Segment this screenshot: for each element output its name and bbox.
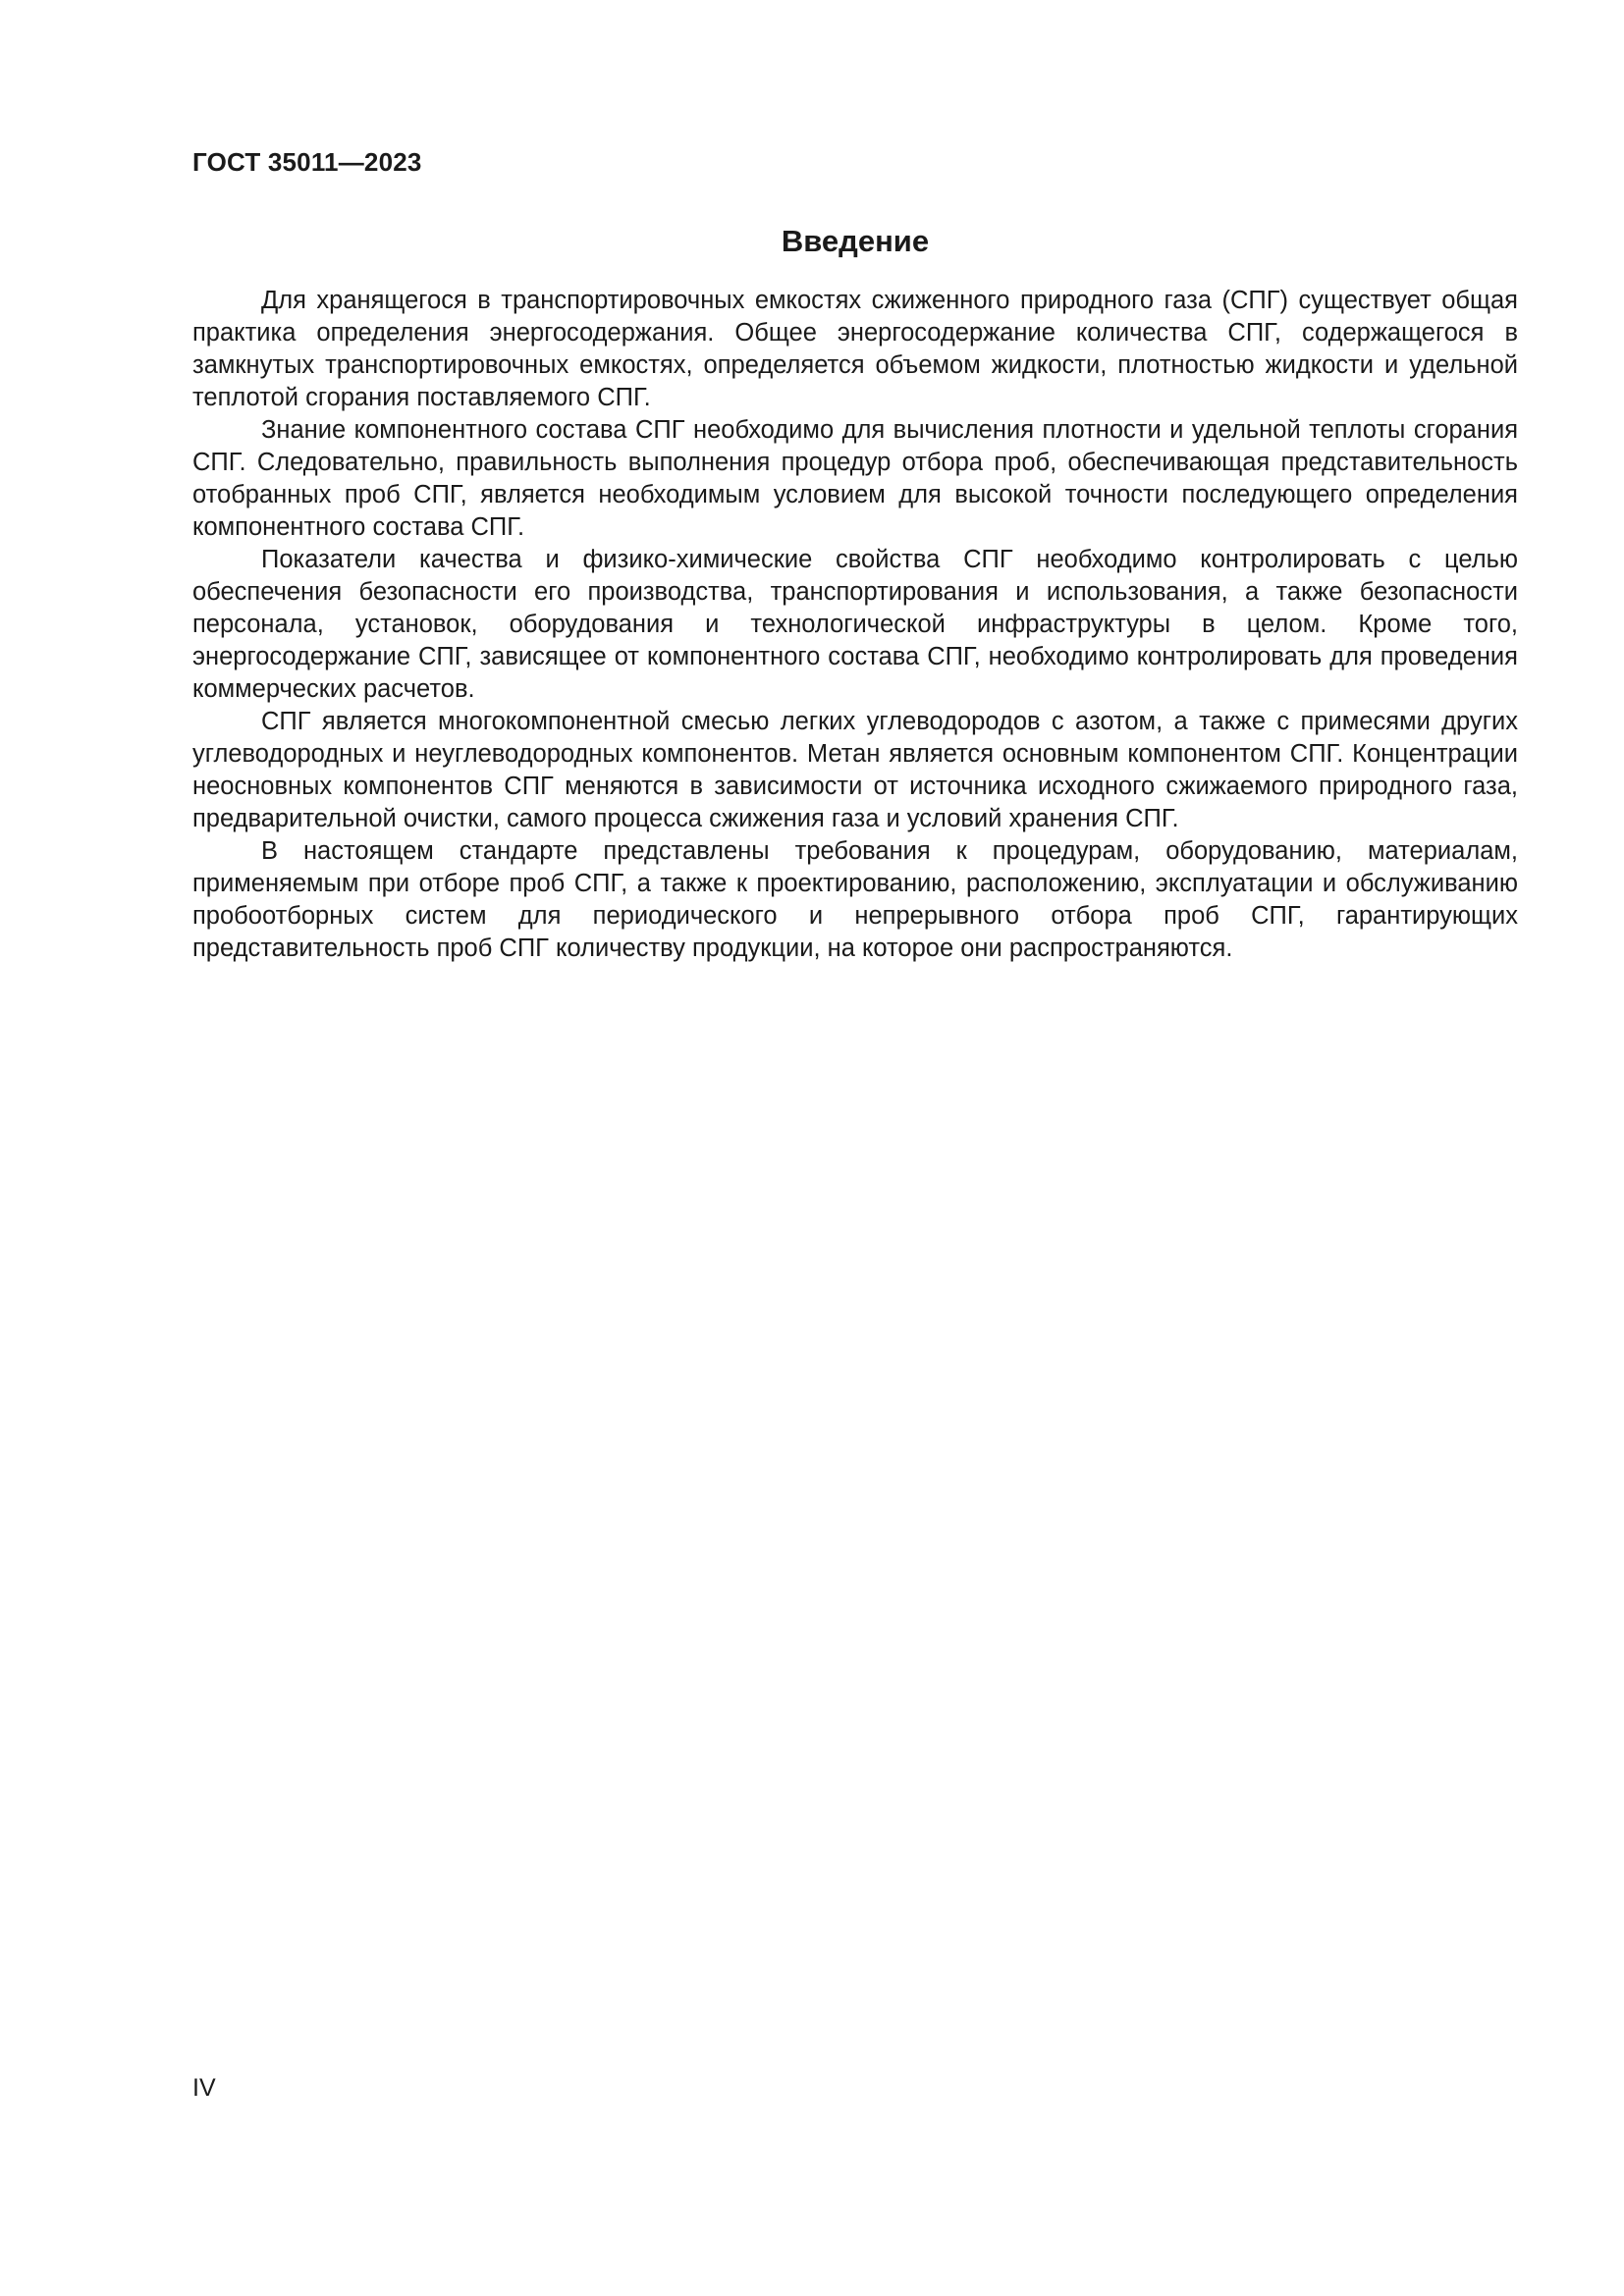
paragraph: СПГ является многокомпонентной смесью легких углеводородов с азотом, а также с примесями других углеводородных и неуглеводородных компонентов. Метан является основным компонентом СПГ. Концентрации неосновных компонентов СПГ меняются в зависимости от источника исходного сжижаемого природного газа, предварительной очистки, самого процесса сжижения газа и условий хранения СПГ. — [192, 708, 1518, 832]
section-title: Введение — [781, 224, 930, 258]
page-number: IV — [192, 2074, 216, 2102]
paragraph: Знание компонентного состава СПГ необходимо для вычисления плотности и удельной теплоты сгорания СПГ. Следовательно, правильность выполнения процедур отбора проб, обеспечивающая представительность отобранных проб СПГ, является необходимым условием для высокой точности последующего определения компонентного состава СПГ. — [192, 416, 1518, 541]
paragraph: В настоящем стандарте представлены требования к процедурам, оборудованию, материалам, применяемым при отборе проб СПГ, а также к проектированию, расположению, эксплуатации и обслуживанию пробоотборных систем для периодического и непрерывного отбора проб СПГ, гарантирующих представительность проб СПГ количеству продукции, на которое они распространяются. — [192, 837, 1518, 962]
paragraph: Для хранящегося в транспортировочных емкостях сжиженного природного газа (СПГ) существует общая практика определения энергосодержания. Общее энергосодержание количества СПГ, содержащегося в замкнутых транспортировочных емкостях, определяется объемом жидкости, плотностью жидкости и удельной теплотой сгорания поставляемого СПГ. — [192, 287, 1518, 411]
document-code: ГОСТ 35011—2023 — [192, 147, 422, 177]
body-text — [192, 285, 1518, 965]
paragraph: Показатели качества и физико-химические свойства СПГ необходимо контролировать с целью обеспечения безопасности его производства, транспортирования и использования, а также безопасности персонала, установок, оборудования и технологической инфраструктуры в целом. Кроме того, энергосодержание СПГ, зависящее от компонентного состава СПГ, необходимо контролировать для проведения коммерческих расчетов. — [192, 546, 1518, 703]
